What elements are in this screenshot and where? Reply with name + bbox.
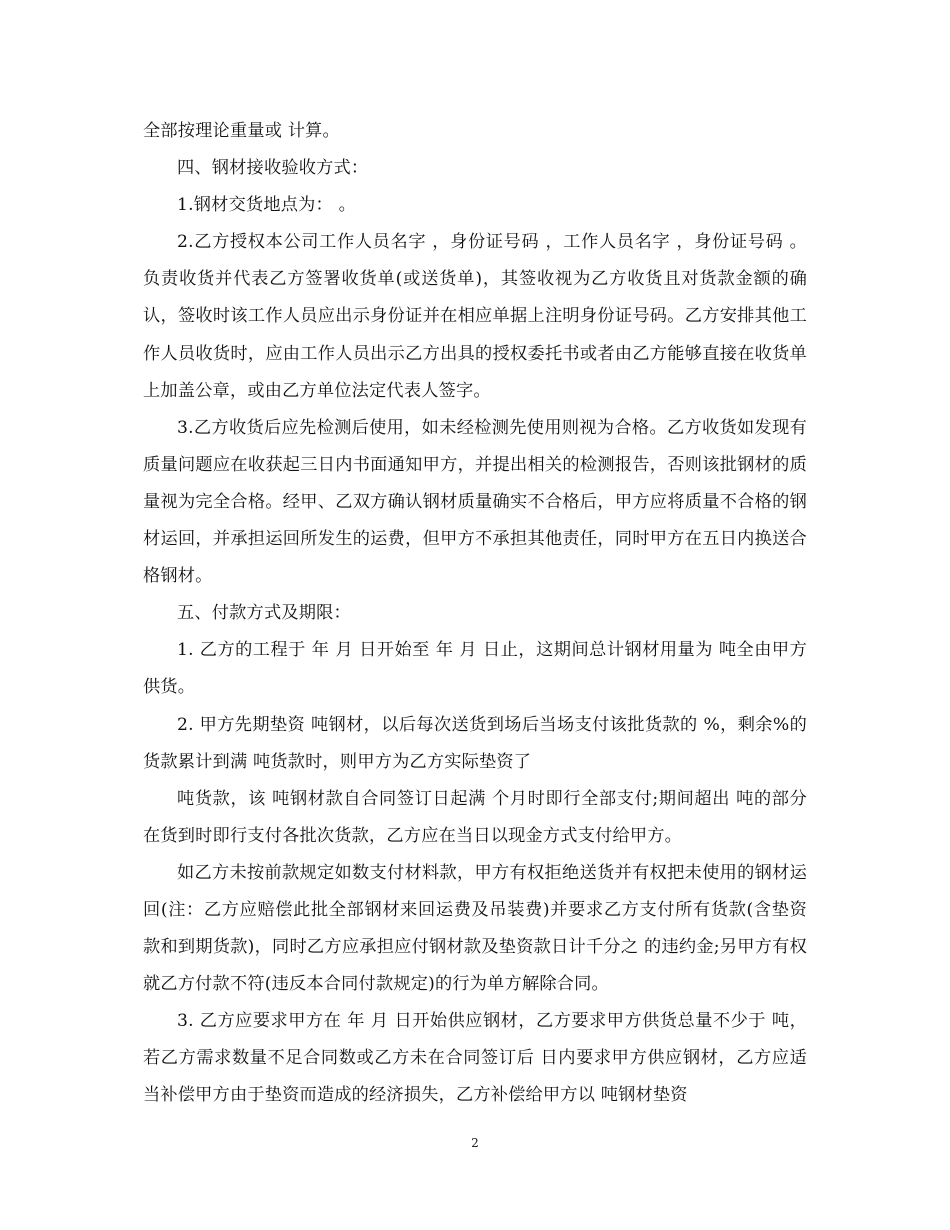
clause-advance-funding: 2. 甲方先期垫资 吨钢材，以后每次送货到场后当场支付该批货款的 %，剩余%的货款累计到满 吨货款时，则甲方为乙方实际垫资了 (143, 714, 807, 772)
paragraph-continuation: 全部按理论重量或 计算。 (143, 121, 340, 141)
clause-authorized-receivers: 2.乙方授权本公司工作人员名字 ，身份证号码 ，工作人员名字 ，身份证号码 。负责收货并代表乙方签署收货单(或送货单)，其签收视为乙方收货且对货款金额的确认，签收时该工作人员应出示身份证并在相应单据上注明身份证号码。乙方安排其他工作人员收货时，应由工作人员出示乙方出具的授权委托书或者由乙方能够直接在收货单上加盖公章，或由乙方单位法定代表人签字。 (143, 232, 807, 401)
clause-payment-default: 如乙方未按前款规定如数支付材料款，甲方有权拒绝送货并有权把未使用的钢材运回(注：乙方应赔偿此批全部钢材来回运费及吊装费)并要求乙方支付所有货款(含垫资款和到期货款)，同时乙方应承担应付钢材款及垫资款日计千分之 的违约金;另甲方有权就乙方付款不符(违反本合同付款规定)的行为单方解除合同。 (143, 862, 807, 995)
clause-funding-payment: 吨货款，该 吨钢材款自合同签订日起满 个月时即行全部支付;期间超出 吨的部分在货到时即行支付各批次货款，乙方应在当日以现金方式支付给甲方。 (143, 788, 807, 846)
clause-quality-inspection: 3.乙方收货后应先检测后使用，如未经检测先使用则视为合格。乙方收货如发现有质量问题应在收获起三日内书面通知甲方，并提出相关的检测报告，否则该批钢材的质量视为完全合格。经甲、乙双方确认钢材质量确实不合格后，甲方应将质量不合格的钢材运回，并承担运回所发生的运费，但甲方不承担其他责任，同时甲方在五日内换送合格钢材。 (143, 417, 807, 587)
section-heading-acceptance: 四、钢材接收验收方式： (177, 158, 369, 179)
clause-delivery-location: 1.钢材交货地点为： 。 (177, 195, 356, 216)
clause-project-period: 1. 乙方的工程于 年 月 日开始至 年 月 日止，这期间总计钢材用量为 吨全由甲方供货。 (143, 640, 807, 698)
document-body (143, 113, 807, 1115)
page-number: 2 (471, 1136, 479, 1150)
clause-supply-start: 3. 乙方应要求甲方在 年 月 日开始供应钢材，乙方要求甲方供货总量不少于 吨，若乙方需求数量不足合同数或乙方未在合同签订后 日内要求甲方供应钢材，乙方应适当补偿甲方由于垫资而造成的经济损失，乙方补偿给甲方以 吨钢材垫资 (143, 1011, 807, 1106)
section-heading-payment: 五、付款方式及期限： (177, 603, 351, 624)
